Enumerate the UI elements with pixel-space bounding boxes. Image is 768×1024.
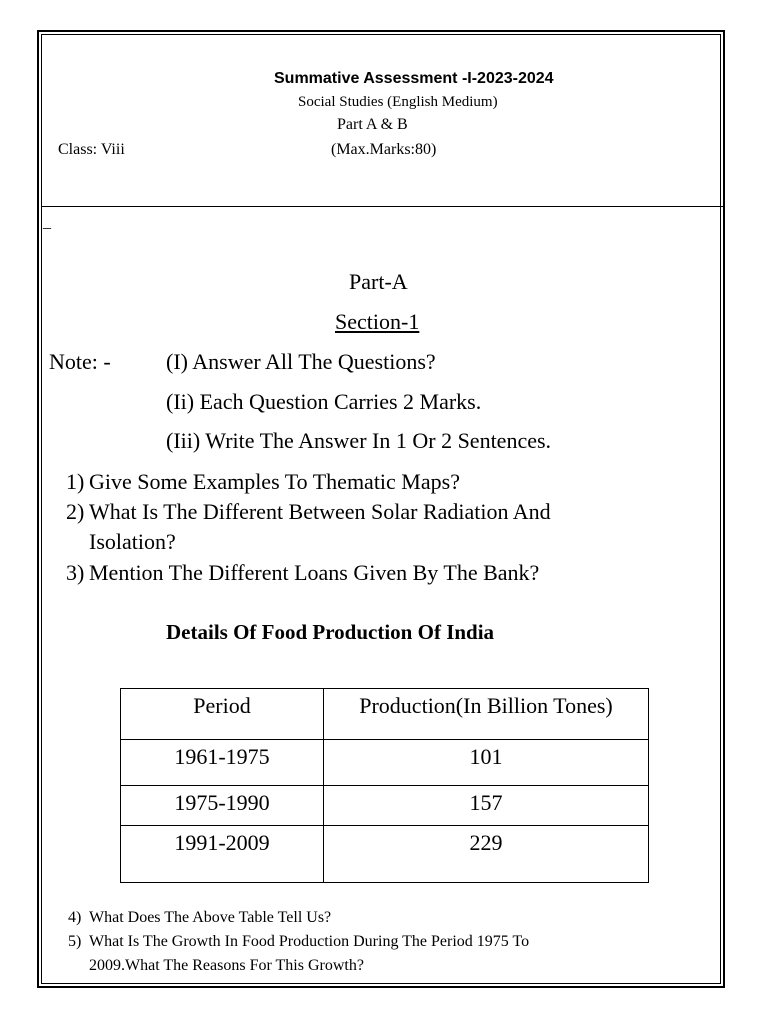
question-text: Give Some Examples To Thematic Maps? bbox=[89, 469, 460, 494]
question-number: 2) bbox=[66, 499, 85, 524]
exam-title: Summative Assessment -I-2023-2024 bbox=[274, 70, 554, 87]
class-label: Class: Viii bbox=[58, 141, 125, 158]
period-cell: 1991-2009 bbox=[121, 826, 324, 883]
table-header-row bbox=[121, 689, 649, 740]
question-text: What Is The Growth In Food Production During The Period 1975 To bbox=[89, 933, 530, 950]
note-item: (I) Answer All The Questions? bbox=[166, 349, 436, 374]
table-header-cell: Production(In Billion Tones) bbox=[324, 689, 649, 740]
subject-line: Social Studies (English Medium) bbox=[298, 94, 498, 110]
question-1 bbox=[66, 469, 686, 495]
note-label: Note: - bbox=[49, 349, 111, 374]
question-3 bbox=[66, 560, 686, 586]
question-text: What Is The Different Between Solar Radiation And bbox=[89, 499, 551, 524]
parts-line: Part A & B bbox=[337, 116, 408, 133]
question-text: What Does The Above Table Tell Us? bbox=[89, 909, 332, 926]
note-item: (Iii) Write The Answer In 1 Or 2 Sentences. bbox=[166, 428, 552, 453]
period-cell: 1975-1990 bbox=[121, 786, 324, 826]
production-cell: 229 bbox=[324, 826, 649, 883]
table-header-cell: Period bbox=[121, 689, 324, 740]
dash-mark: _ bbox=[43, 214, 51, 231]
table-row bbox=[121, 826, 649, 883]
max-marks: (Max.Marks:80) bbox=[331, 141, 437, 158]
question-number: 1) bbox=[66, 469, 85, 494]
part-heading: Part-A bbox=[349, 269, 408, 294]
question-text: Mention The Different Loans Given By The Bank? bbox=[89, 560, 540, 585]
production-cell: 101 bbox=[324, 740, 649, 786]
note-item: (Ii) Each Question Carries 2 Marks. bbox=[166, 389, 482, 414]
question-4 bbox=[68, 909, 688, 929]
question-text-cont: Isolation? bbox=[89, 529, 176, 554]
question-2 bbox=[66, 499, 686, 555]
question-5 bbox=[68, 933, 688, 977]
question-text-cont: 2009.What The Reasons For This Growth? bbox=[89, 957, 364, 974]
header-divider bbox=[42, 206, 723, 207]
production-table bbox=[120, 688, 649, 883]
table-row bbox=[121, 786, 649, 826]
table-row bbox=[121, 740, 649, 786]
question-number: 5) bbox=[68, 933, 82, 950]
table-title: Details Of Food Production Of India bbox=[166, 620, 495, 644]
period-cell: 1961-1975 bbox=[121, 740, 324, 786]
question-number: 4) bbox=[68, 909, 82, 926]
section-heading: Section-1 bbox=[335, 309, 420, 334]
question-number: 3) bbox=[66, 560, 85, 585]
production-cell: 157 bbox=[324, 786, 649, 826]
